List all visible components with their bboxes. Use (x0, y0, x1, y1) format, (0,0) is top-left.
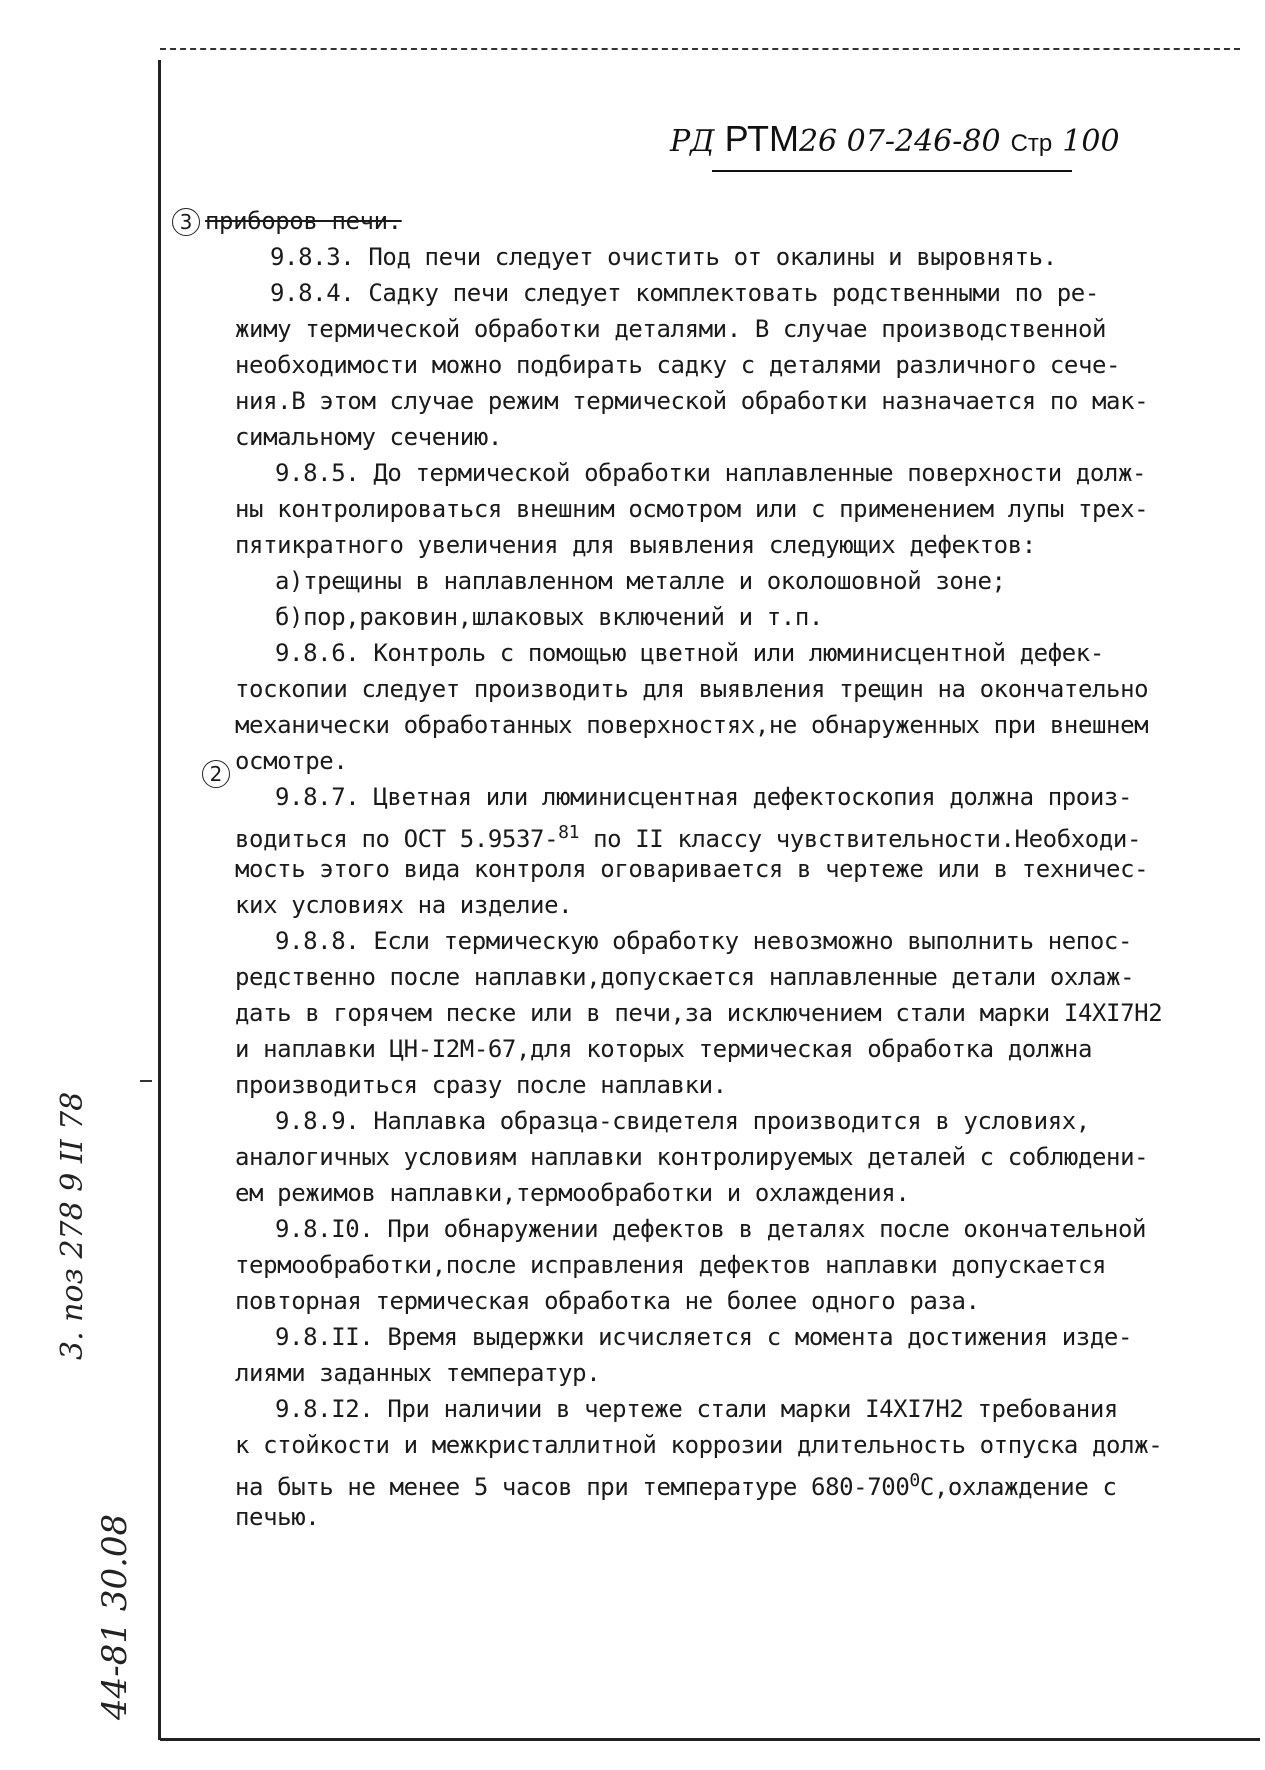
header-page-label: Стр (1010, 130, 1053, 157)
text-line-7: симальному сечению. (235, 423, 502, 451)
margin-tick (140, 1080, 152, 1082)
frame-top-border (160, 48, 1240, 50)
text-line-22: редственно после наплавки,допускается наплавленные детали охлаж- (235, 963, 1135, 991)
text-line-17: 9.8.7. Цветная или люминисцентная дефектоскопия должна произ- (275, 783, 1133, 811)
text-line-23: дать в горячем песке или в печи,за исключением стали марки I4XI7H2 (235, 999, 1163, 1027)
text-line-19: мость этого вида контроля оговаривается в чертеже или в техничес- (235, 855, 1149, 883)
text-line-12: б)пор,раковин,шлаковых включений и т.п. (275, 603, 823, 631)
text-line-37: печью. (235, 1503, 320, 1531)
ost-class-text: по II классу чувствительности.Необходи- (593, 825, 1141, 853)
text-line-11: а)трещины в наплавленном металле и околошовной зоне; (275, 567, 1006, 595)
text-line-15: механически обработанных поверхностях,не обнаруженных при внешнем (235, 711, 1149, 739)
text-line-28: ем режимов наплавки,термообработки и охлаждения. (235, 1179, 910, 1207)
text-line-24: и наплавки ЦН-I2М-67,для которых термическая обработка должна (235, 1035, 1093, 1063)
text-line-14: тоскопии следует производить для выявления трещин на окончательно (235, 675, 1149, 703)
text-line-13: 9.8.6. Контроль с помощью цветной или люминисцентной дефек- (275, 639, 1104, 667)
text-line-25: производиться сразу после наплавки. (235, 1071, 727, 1099)
text-line-29: 9.8.I0. При обнаружении дефектов в деталях после окончательной (275, 1215, 1147, 1243)
document-header (670, 118, 1120, 160)
header-prefix: РД (670, 124, 715, 159)
header-page-number: 100 (1062, 124, 1120, 159)
text-line-1: приборов печи. (205, 207, 402, 235)
margin-handwritten-note-1: 3. поз 278 9 II 78 (55, 1091, 90, 1360)
text-line-4: жиму термической обработки деталями. В случае производственной (235, 315, 1107, 343)
header-code: РТМ (724, 118, 799, 159)
degree-mark: 0 (909, 1470, 920, 1491)
text-line-10: пятикратного увеличения для выявления следующих дефектов: (235, 531, 1036, 559)
text-line-20: ких условиях на изделие. (235, 891, 573, 919)
text-line-3: 9.8.4. Садку печи следует комплектовать родственными по ре- (270, 279, 1099, 307)
text-line-2: 9.8.3. Под печи следует очистить от окалины и выровнять. (270, 243, 1057, 271)
text-line-35: к стойкости и межкристаллитной коррозии длительность отпуска долж- (235, 1431, 1163, 1459)
revision-marker-3: 3 (172, 208, 200, 236)
text-line-16: осмотре. (235, 747, 348, 775)
text-line-31: повторная термическая обработка не более одного раза. (235, 1287, 980, 1315)
text-line-33: лиями заданных температур. (235, 1359, 601, 1387)
text-line-5: необходимости можно подбирать садку с деталями различного сече- (235, 351, 1121, 379)
text-line-6: ния.В этом случае режим термической обработки назначается по мак- (235, 387, 1149, 415)
text-line-9: ны контролироваться внешним осмотром или с применением лупы трех- (235, 495, 1149, 523)
text-line-8: 9.8.5. До термической обработки наплавленные поверхности долж- (275, 459, 1147, 487)
text-line-30: термообработки,после исправления дефектов наплавки допускается (235, 1251, 1107, 1279)
frame-left-border (158, 60, 161, 1740)
ost-reference: водиться по ОСТ 5.9537- (235, 825, 559, 853)
revision-marker-2: 2 (202, 760, 230, 788)
text-line-21: 9.8.8. Если термическую обработку невозможно выполнить непос- (275, 927, 1133, 955)
frame-bottom-border (160, 1738, 1260, 1741)
text-line-32: 9.8.II. Время выдержки исчисляется с момента достижения изде- (275, 1323, 1133, 1351)
margin-handwritten-note-2: 44-81 30.08 (95, 1513, 135, 1720)
header-number: 26 07-246-80 (798, 124, 1001, 159)
temperature-text: на быть не менее 5 часов при температуре 680-700 (235, 1473, 910, 1501)
text-line-34: 9.8.I2. При наличии в чертеже стали марки I4XI7H2 требования (275, 1395, 1118, 1423)
ost-year-correction: 81 (558, 822, 580, 843)
text-line-36 (235, 1463, 1117, 1505)
header-underline (712, 170, 1072, 172)
text-line-27: аналогичных условиям наплавки контролируемых деталей с соблюдени- (235, 1143, 1149, 1171)
text-line-26: 9.8.9. Наплавка образца-свидетеля производится в условиях, (275, 1107, 1090, 1135)
cooling-text: C,охлаждение с (919, 1473, 1117, 1501)
